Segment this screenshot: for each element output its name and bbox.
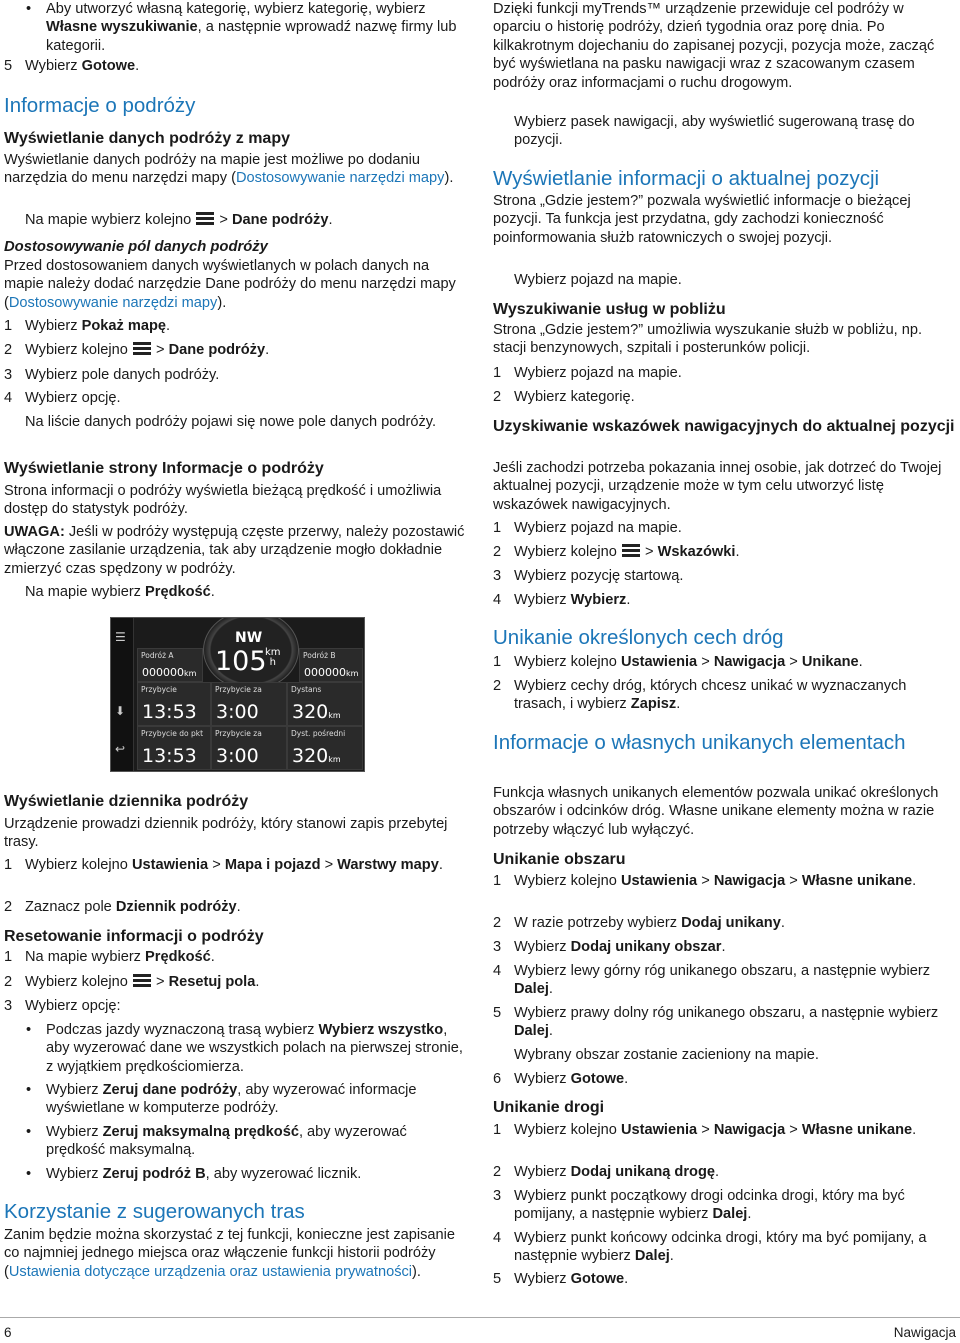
list-item: • Wybierz Zeruj dane podróży, aby wyzerować informacje wyświetlane w komputerze podróży.: [26, 1082, 417, 1117]
paragraph: Urządzenie prowadzi dziennik podróży, który stanowi zapis przebytej trasy.: [4, 816, 448, 851]
list-item: • Wybierz Zeruj maksymalną prędkość, aby wyzerować prędkość maksymalną.: [26, 1124, 407, 1159]
subsection-heading: Resetowanie informacji o podróży: [4, 928, 264, 945]
list-item: 3 Wybierz pole danych podróży.: [4, 367, 220, 383]
cross-ref-link[interactable]: Ustawienia dotyczące urządzenia oraz ustawienia prywatności: [8, 1263, 413, 1280]
list-item: 5 Wybierz Gotowe.: [4, 58, 140, 74]
list-item: 2 Zaznacz pole Dziennik podróży.: [4, 899, 241, 915]
step-result: Na liście danych podróży pojawi się nowe pole danych podróży.: [25, 414, 437, 430]
list-item: 2 Wybierz kategorię.: [493, 389, 635, 405]
list-item: • Wybierz Zeruj podróż B, aby wyzerować licznik.: [26, 1166, 362, 1182]
list-item: 5 Wybierz Gotowe.: [493, 1271, 629, 1287]
list-item: • Podczas jazdy wyznaczoną trasą wybierz Wybierz wszystko, aby wyzerować dane we wszystkich polach na pierwszej stronie, z wyjątkiem prędkościomierza.: [26, 1022, 463, 1075]
via-distance-tile[interactable]: Dyst. pośredni 320km: [287, 726, 363, 770]
menu-icon: [622, 544, 640, 557]
list-item: 1 Wybierz kolejno Ustawienia > Mapa i pojazd > Warstwy mapy.: [4, 857, 443, 873]
list-item: 4 Wybierz opcję.: [4, 390, 121, 406]
speed-readout: 105 km h: [215, 646, 281, 677]
list-item: 2 Wybierz kolejno > Dane podróży.: [4, 342, 270, 358]
list-item: 1 Wybierz pojazd na mapie.: [493, 520, 682, 536]
paragraph: Dzięki funkcji myTrends™ urządzenie przewiduje cel podróży w oparciu o historię podróży, dzień tygodnia oraz porę dnia. Po kilkakrotnym dojechaniu do zapisanej pozycji, pozycja może, zacząć być wyświetlana na pasku nawigacji wraz z szacowanym czasem podróży oraz informacjami o ruchu drogowym.: [493, 1, 935, 91]
list-item: 6 Wybierz Gotowe.: [493, 1071, 629, 1087]
list-item: 1 Wybierz Pokaż mapę.: [4, 318, 171, 334]
page-number: 6: [4, 1325, 12, 1340]
footer-rule: [0, 1317, 960, 1318]
paragraph: Wyświetlanie danych podróży na mapie jest możliwe po dodaniu narzędzia do menu narzędzi mapy (Dostosowywanie narzędzi mapy).: [4, 152, 454, 187]
paragraph: Strona „Gdzie jestem?” pozwala wyświetlić informacje o bieżącej pozycji. Ta funkcja jest przydatna, gdy zachodzi konieczność poinformowania służb ratowniczych o swojej pozycji.: [493, 193, 911, 246]
subsection-heading: Wyświetlanie dziennika podróży: [4, 793, 249, 810]
menu-icon: [196, 212, 214, 225]
trip-info-screenshot: [110, 617, 365, 772]
section-heading: Informacje o własnych unikanych elementach: [493, 731, 906, 754]
list-item: • Aby utworzyć własną kategorię, wybierz kategorię, wybierz Własne wyszukiwanie, a następnie wprowadź nazwę firmy lub kategorii.: [26, 1, 457, 54]
list-item: 4 Wybierz lewy górny róg unikanego obszaru, a następnie wybierz Dalej.: [493, 963, 931, 998]
subsection-heading: Wyświetlanie danych podróży z mapy: [4, 130, 290, 147]
action-line: Na mapie wybierz kolejno > Dane podróży.: [25, 212, 333, 228]
paragraph: Jeśli zachodzi potrzeba pokazania innej osobie, jak dotrzeć do Twojej aktualnej pozycji, urządzenie może w tym celu utworzyć listę wskazówek nawigacyjnych.: [493, 460, 942, 513]
subsection-heading: Uzyskiwanie wskazówek nawigacyjnych do aktualnej pozycji: [493, 418, 955, 435]
section-heading: Unikanie określonych cech dróg: [493, 626, 784, 649]
action-line: Wybierz pojazd na mapie.: [514, 272, 682, 288]
paragraph: Funkcja własnych unikanych elementów pozwala unikać określonych obszarów i odcinków dróg. Własne unikane elementy można w razie potrzeby włączyć lub wyłączyć.: [493, 785, 939, 838]
list-item: 1 Wybierz kolejno Ustawienia > Nawigacja > Unikane.: [493, 654, 863, 670]
subsection-heading: Wyszukiwanie usług w pobliżu: [493, 301, 726, 318]
menu-icon: ☰: [115, 630, 126, 644]
screen-sidebar: [111, 618, 134, 771]
paragraph: Zanim będzie można skorzystać z tej funkcji, konieczne jest zapisanie co najmniej jednego miejsca oraz włączenie funkcji historii podróży (Ustawienia dotyczące urządzenia oraz ustawienia prywatności).: [4, 1227, 455, 1280]
arrival-at-point-tile[interactable]: Przybycie do pkt 13:53: [137, 726, 211, 770]
list-item: 2 W razie potrzeby wybierz Dodaj unikany.: [493, 915, 785, 931]
action-line: Na mapie wybierz Prędkość.: [25, 584, 215, 600]
heading-readout: NW: [235, 630, 263, 646]
list-item: 3 Wybierz Dodaj unikany obszar.: [493, 939, 726, 955]
subsection-heading: Unikanie drogi: [493, 1099, 605, 1116]
time-to-arrival-tile[interactable]: Przybycie za 3:00: [211, 682, 287, 726]
list-item: 4 Wybierz punkt końcowy odcinka drogi, który ma być pomijany, a następnie wybierz Dalej.: [493, 1230, 927, 1265]
arrow-down-icon: ⬇: [115, 704, 126, 718]
paragraph: Strona „Gdzie jestem?” umożliwia wyszukanie służb w pobliżu, np. stacji benzynowych, szpitali i posterunków policji.: [493, 322, 923, 357]
list-item: 2 Wybierz Dodaj unikaną drogę.: [493, 1164, 720, 1180]
section-heading: Informacje o podróży: [4, 94, 196, 117]
step-result: Wybrany obszar zostanie zacieniony na mapie.: [514, 1047, 819, 1063]
menu-icon: [133, 974, 151, 987]
back-icon: ↩: [115, 742, 126, 756]
subsection-heading: Dostosowywanie pól danych podróży: [4, 239, 268, 255]
cross-ref-link[interactable]: Dostosowywanie narzędzi mapy: [236, 170, 445, 187]
arrival-tile[interactable]: Przybycie 13:53: [137, 682, 211, 726]
trip-b-tile[interactable]: Podróż B 000000km: [299, 648, 363, 682]
list-item: 3 Wybierz pozycję startową.: [493, 568, 684, 584]
paragraph: Przed dostosowaniem danych wyświetlanych w polach danych na mapie należy dodać narzędzie Dane podróży do menu narzędzi mapy (Dostosowywanie narzędzi mapy).: [4, 258, 456, 311]
list-item: 1 Na mapie wybierz Prędkość.: [4, 949, 215, 965]
subsection-heading: Unikanie obszaru: [493, 851, 626, 868]
list-item: 2 Wybierz kolejno > Wskazówki.: [493, 544, 740, 560]
list-item: 3 Wybierz punkt początkowy drogi odcinka drogi, który ma być pomijany, a następnie wybierz Dalej.: [493, 1188, 905, 1223]
list-item: 4 Wybierz Wybierz.: [493, 592, 631, 608]
section-heading: Wyświetlanie informacji o aktualnej pozycji: [493, 167, 880, 190]
note: UWAGA: Jeśli w podróży występują częste przerwy, należy pozostawić włączone zasilanie urządzenia, tak aby urządzenie mogło dokładnie zmierzyć czas spędzony w podróży.: [4, 524, 465, 577]
distance-tile[interactable]: Dystans 320km: [287, 682, 363, 726]
paragraph: Strona informacji o podróży wyświetla bieżącą prędkość i umożliwia dostęp do statystyk podróży.: [4, 483, 442, 518]
list-item: 2 Wybierz cechy dróg, których chcesz unikać w wyznaczanych trasach, i wybierz Zapisz.: [493, 678, 907, 713]
trip-a-tile[interactable]: Podróż A 000000km: [137, 648, 203, 682]
list-item: 1 Wybierz kolejno Ustawienia > Nawigacja > Własne unikane.: [493, 1122, 917, 1138]
time-to-arrival-tile[interactable]: Przybycie za 3:00: [211, 726, 287, 770]
footer-section-name: Nawigacja: [893, 1325, 956, 1340]
list-item: 1 Wybierz kolejno Ustawienia > Nawigacja > Własne unikane.: [493, 873, 917, 889]
cross-ref-link[interactable]: Dostosowywanie narzędzi mapy: [8, 294, 218, 311]
subsection-heading: Wyświetlanie strony Informacje o podróży: [4, 460, 324, 477]
list-item: 3 Wybierz opcję:: [4, 998, 121, 1014]
list-item: 5 Wybierz prawy dolny róg unikanego obszaru, a następnie wybierz Dalej.: [493, 1005, 939, 1040]
menu-icon: [133, 342, 151, 355]
section-heading: Korzystanie z sugerowanych tras: [4, 1200, 305, 1223]
action-line: Wybierz pasek nawigacji, aby wyświetlić sugerowaną trasę do pozycji.: [514, 114, 915, 149]
list-item: 2 Wybierz kolejno > Resetuj pola.: [4, 974, 260, 990]
list-item: 1 Wybierz pojazd na mapie.: [493, 365, 682, 381]
